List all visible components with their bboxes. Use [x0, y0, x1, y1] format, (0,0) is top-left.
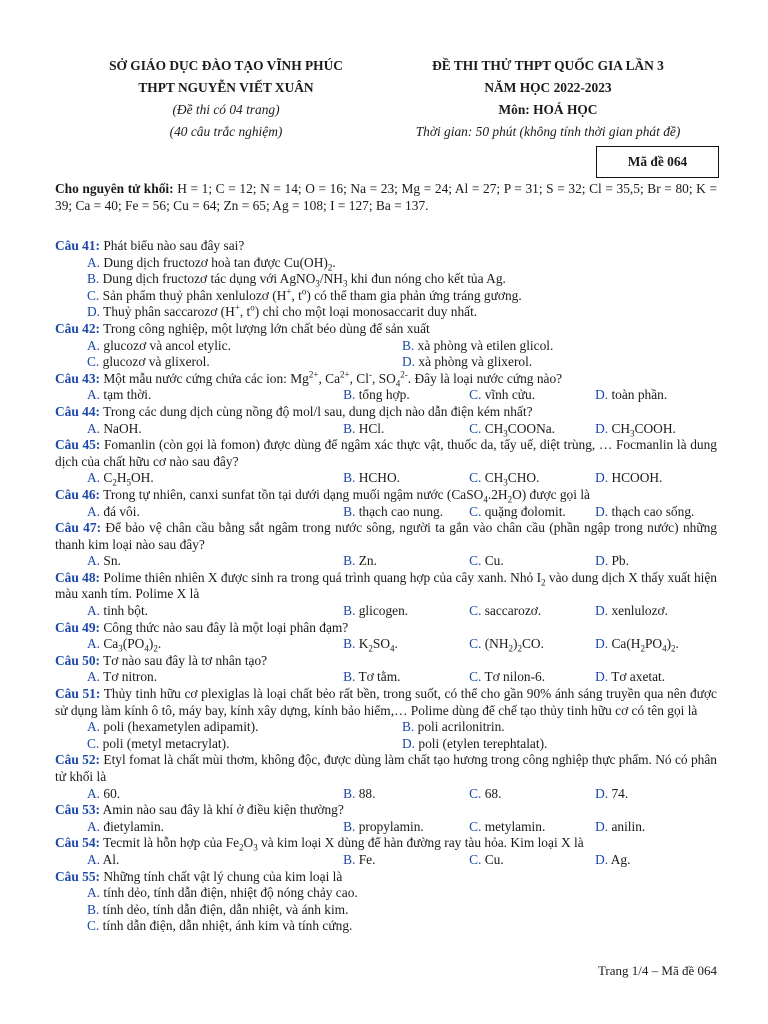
option-text: poli acrilonitrin. [414, 719, 505, 735]
option-letter: D. [595, 669, 609, 685]
question-stem: Để bảo vệ chân cầu bằng sắt ngâm trong nước sông, người ta gắn vào chân cầu (phần ngập trong nước) những thanh kim loại nào sau đây? [55, 520, 717, 552]
question-text [55, 570, 717, 603]
option-letter: D. [402, 735, 416, 751]
options-row [55, 470, 717, 487]
option-text: thạch cao sống. [608, 503, 695, 519]
option-letter: C. [469, 387, 482, 403]
option-text: tinh bột. [100, 603, 149, 619]
question-stem: Etyl fomat là chất mùi thơm, không độc, được dùng làm chất tạo hương trong công nghiệp thực phẩm. Nó có phân tử khối là [55, 752, 718, 784]
option-letter: A. [87, 669, 101, 685]
answer-option [402, 338, 717, 355]
option-text: NaOH. [100, 420, 142, 436]
question-block [55, 835, 717, 868]
answer-option [55, 786, 343, 803]
option-text: Sn. [100, 553, 121, 569]
answer-option [343, 387, 469, 404]
exam-title: ĐỀ THI THỬ THPT QUỐC GIA LẦN 3 [432, 58, 664, 73]
school-name: THPT NGUYỄN VIẾT XUÂN [138, 80, 314, 95]
option-letter: A. [87, 885, 101, 901]
option-text: xà phòng và glixerol. [415, 354, 533, 370]
answer-option [469, 852, 595, 869]
option-text: tạm thời. [100, 387, 152, 403]
answer-option [469, 504, 595, 521]
option-text: glucozơ và glixerol. [99, 354, 210, 370]
option-letter: D. [87, 304, 101, 320]
exam-code-box: Mã đề 064 [596, 146, 719, 178]
option-letter: C. [469, 603, 482, 619]
option-letter: D. [595, 503, 609, 519]
option-text: poli (etylen terephtalat). [415, 735, 548, 751]
question-block [55, 404, 717, 437]
question-block [55, 686, 717, 752]
option-letter: A. [87, 818, 101, 834]
option-letter: B. [343, 603, 356, 619]
option-letter: B. [402, 719, 415, 735]
option-text: $CH_3CHO$. [481, 470, 540, 488]
question-block [55, 620, 717, 653]
option-text: Al. [100, 851, 120, 867]
answer-option [55, 819, 343, 836]
option-text: Cu. [481, 851, 504, 867]
options-row [55, 387, 717, 404]
option-letter: C. [469, 553, 482, 569]
answer-option [469, 603, 595, 620]
option-letter: C. [469, 818, 482, 834]
option-text: poli (metyl metacrylat). [99, 735, 230, 751]
option-letter: B. [343, 636, 356, 652]
option-text: toàn phần. [608, 387, 668, 403]
option-text: metylamin. [481, 818, 546, 834]
option-text: Tơ nitron. [100, 669, 158, 685]
option-letter: A. [87, 719, 101, 735]
answer-option [343, 786, 469, 803]
option-letter: C. [87, 735, 100, 751]
option-text: HCOOH. [608, 470, 663, 486]
answer-option [595, 852, 717, 869]
option-letter: A. [87, 254, 101, 270]
question-stem: Tecmit là hỗn hợp của $Fe_2O_3$ và kim loại X dùng để hàn đường ray tàu hỏa. Kim loại X là [100, 835, 584, 854]
option-text: tính dẻo, tính dẫn điện, dẫn nhiệt, và ánh kim. [99, 901, 349, 917]
question-text [55, 520, 717, 553]
option-letter: D. [595, 470, 609, 486]
question-block [55, 802, 717, 835]
option-letter: A. [87, 553, 101, 569]
option-text: anilin. [608, 818, 646, 834]
option-letter: A. [87, 420, 101, 436]
question-number: Câu 51: [55, 686, 101, 702]
option-letter: B. [343, 851, 356, 867]
question-number: Câu 50: [55, 652, 101, 668]
answer-option [595, 421, 717, 438]
option-text: Dung dịch fructozơ tác dụng với $AgNO_3/NH_3$ khi đun nóng cho kết tủa Ag. [99, 271, 506, 289]
question-stem: Những tính chất vật lý chung của kim loại là [100, 868, 343, 884]
option-letter: D. [595, 553, 609, 569]
option-text: 68. [481, 785, 502, 801]
option-text: Thuỷ phân saccarozơ (H+, $t^o$) chỉ cho một loại monosaccarit duy nhất. [100, 302, 478, 320]
option-letter: A. [87, 503, 101, 519]
answer-option [343, 421, 469, 438]
page-count-note: (Đề thi có 04 trang) [172, 102, 280, 117]
option-letter: A. [87, 851, 101, 867]
answer-option [55, 553, 343, 570]
option-text: $CH_3COOH$. [608, 420, 676, 439]
option-letter: B. [343, 420, 356, 436]
answer-option [55, 902, 717, 919]
option-letter: C. [469, 785, 482, 801]
option-text: HCl. [355, 420, 385, 436]
answer-option [595, 387, 717, 404]
answer-option [343, 819, 469, 836]
option-text: xà phòng và etilen glicol. [414, 337, 554, 353]
answer-option [595, 603, 717, 620]
atomic-masses-text: H = 1; C = 12; N = 14; O = 16; Na = 23; Mg = 24; Al = 27; P = 31; S = 32; Cl = 35,5; Br = 80; K = 39; Ca = 40; Fe = 56; Cu = 64; Zn = 65; Ag = 108; I = 127; Ba = 137. [55, 181, 718, 213]
options-row [55, 852, 717, 869]
question-block [55, 371, 717, 404]
answer-option [469, 553, 595, 570]
option-text: $C_2H_5OH$. [100, 470, 154, 488]
option-text: 74. [608, 785, 629, 801]
answer-option [469, 421, 595, 438]
question-number: Câu 53: [55, 802, 101, 818]
option-letter: B. [343, 818, 356, 834]
option-text: saccarozơ. [481, 603, 542, 619]
option-text: $CH_3COONa$. [481, 420, 556, 439]
question-number: Câu 43: [55, 370, 101, 386]
answer-option [343, 504, 469, 521]
option-letter: B. [402, 337, 415, 353]
question-stem: Polime thiên nhiên X được sinh ra trong quá trình quang hợp của cây xanh. Nhỏ $I_2$ vào dung dịch X thấy xuất hiện màu xanh tím. Polime X là [55, 569, 718, 602]
option-letter: B. [343, 785, 356, 801]
question-stem: Phát biểu nào sau đây sai? [100, 238, 245, 253]
answer-option [55, 421, 343, 438]
question-block [55, 321, 717, 371]
answer-option [343, 470, 469, 487]
answer-option [595, 786, 717, 803]
header-left [40, 55, 412, 143]
option-letter: D. [595, 818, 609, 834]
option-text: $Ca_3(PO_4)_2$. [100, 636, 162, 654]
question-text [55, 238, 717, 255]
answer-option [55, 636, 343, 653]
options-row [55, 338, 717, 355]
answer-option [55, 387, 343, 404]
answer-option [55, 852, 343, 869]
option-letter: A. [87, 785, 101, 801]
options-row [55, 421, 717, 438]
question-number: Câu 45: [55, 437, 101, 453]
option-text: HCHO. [355, 470, 400, 486]
option-letter: A. [87, 470, 101, 486]
option-letter: B. [87, 271, 100, 287]
option-text: đá vôi. [100, 503, 140, 519]
answer-option [55, 304, 717, 321]
option-text: Dung dịch fructozơ hoà tan được $Cu(OH)_2$. [100, 254, 336, 273]
answer-option [343, 852, 469, 869]
options-row [55, 354, 717, 371]
answer-option [595, 470, 717, 487]
question-list [55, 238, 717, 935]
option-letter: C. [469, 470, 482, 486]
options-row [55, 719, 717, 736]
answer-option [469, 470, 595, 487]
options-row [55, 636, 717, 653]
option-text: Tơ tằm. [355, 669, 401, 685]
answer-option [55, 918, 717, 935]
option-text: glucozơ và ancol etylic. [100, 337, 231, 353]
answer-option [469, 819, 595, 836]
options-row [55, 786, 717, 803]
atomic-masses-label: Cho nguyên tử khối: [55, 181, 174, 196]
header-right [374, 55, 722, 143]
question-text [55, 752, 717, 785]
answer-option [402, 736, 717, 753]
option-letter: D. [595, 851, 609, 867]
option-text: Cu. [481, 553, 504, 569]
option-letter: C. [469, 851, 482, 867]
answer-option [469, 387, 595, 404]
page-footer: Trang 1/4 – Mã đề 064 [597, 963, 717, 978]
question-text [55, 487, 717, 504]
option-text: tổng hợp. [355, 387, 410, 403]
answer-option [55, 504, 343, 521]
options-row [55, 736, 717, 753]
options-row [55, 504, 717, 521]
answer-option [595, 819, 717, 836]
option-text: Zn. [355, 553, 377, 569]
options-row [55, 819, 717, 836]
question-block [55, 653, 717, 686]
option-letter: D. [595, 636, 609, 652]
answer-option [55, 470, 343, 487]
option-letter: C. [87, 354, 100, 370]
option-letter: B. [343, 470, 356, 486]
answer-option [595, 553, 717, 570]
question-stem: Tơ nào sau đây là tơ nhân tạo? [100, 652, 268, 668]
option-text: propylamin. [355, 818, 424, 834]
option-text: Tơ nilon-6. [481, 669, 546, 685]
question-block [55, 520, 717, 570]
answer-option [595, 504, 717, 521]
question-number: Câu 42: [55, 320, 101, 336]
question-block [55, 570, 717, 620]
question-stem: Trong các dung dịch cùng nồng độ mol/l sau, dung dịch nào dẫn điện kém nhất? [100, 403, 533, 419]
option-text: 60. [100, 785, 121, 801]
question-stem: Thủy tinh hữu cơ plexiglas là loại chất bẻo rất bền, trong suốt, có thể cho gần 90% ánh sáng truyền qua nên được sử dụng làm kính ô tô, máy bay, kính xây dựng, kính bảo hiểm,… Polime dùng để chế tạo thủy tinh hữu cơ có tên gọi là [55, 686, 718, 718]
option-letter: B. [343, 387, 356, 403]
answer-option [55, 669, 343, 686]
answer-option [343, 636, 469, 653]
options-row [55, 603, 717, 620]
question-number: Câu 52: [55, 752, 101, 768]
question-text [55, 653, 717, 670]
answer-option [402, 354, 717, 371]
option-letter: C. [469, 636, 482, 652]
option-text: đietylamin. [100, 818, 164, 834]
option-text: $Ca(H_2PO_4)_2$. [608, 636, 679, 654]
answer-option [55, 719, 402, 736]
option-letter: D. [595, 785, 609, 801]
option-letter: C. [87, 287, 100, 303]
question-number: Câu 46: [55, 486, 101, 502]
option-letter: B. [343, 669, 356, 685]
option-text: vĩnh cửu. [481, 387, 536, 403]
question-number: Câu 49: [55, 619, 101, 635]
option-text: poli (hexametylen adipamit). [100, 719, 259, 735]
question-text [55, 371, 717, 388]
question-block [55, 869, 717, 935]
option-text: Sản phẩm thuỷ phân xenlulozơ (H+, $t^o$) có thể tham gia phản ứng tráng gương. [99, 286, 522, 303]
question-block [55, 752, 717, 802]
answer-option [55, 288, 717, 305]
question-number: Câu 48: [55, 569, 101, 585]
question-number: Câu 54: [55, 835, 101, 851]
option-letter: D. [595, 420, 609, 436]
options-row [55, 669, 717, 686]
answer-option [55, 271, 717, 288]
answer-option [469, 636, 595, 653]
answer-option [595, 669, 717, 686]
answer-option [55, 603, 343, 620]
question-text [55, 835, 717, 852]
option-text: $(NH_2)_2CO$. [481, 636, 544, 654]
option-letter: A. [87, 387, 101, 403]
answer-option [402, 719, 717, 736]
answer-option [55, 255, 717, 272]
answer-option [469, 669, 595, 686]
department-name: SỞ GIÁO DỤC ĐÀO TẠO VĨNH PHÚC [109, 58, 343, 73]
option-letter: A. [87, 636, 101, 652]
option-text: Pb. [608, 553, 629, 569]
option-letter: D. [595, 387, 609, 403]
question-stem: Trong tự nhiên, canxi sunfat tồn tại dưới dạng muối ngậm nước $(CaSO_4.2H_2O)$ được gọi là [100, 486, 590, 505]
question-number: Câu 47: [55, 520, 102, 536]
question-count-note: (40 câu trắc nghiệm) [169, 124, 283, 139]
question-text [55, 869, 717, 886]
question-stem: Trong công nghiệp, một lượng lớn chất béo dùng để sản xuất [100, 320, 430, 336]
option-text: Fe. [355, 851, 376, 867]
question-stem: Công thức nào sau đây là một loại phân đạm? [100, 619, 349, 635]
option-text: tính dẻo, tính dẫn điện, nhiệt độ nóng chảy cao. [100, 885, 358, 901]
question-number: Câu 41: [55, 238, 101, 253]
option-letter: D. [595, 603, 609, 619]
question-text [55, 437, 717, 470]
option-text: glicogen. [355, 603, 409, 619]
option-letter: D. [402, 354, 416, 370]
question-number: Câu 55: [55, 868, 101, 884]
question-text [55, 620, 717, 637]
option-text: tính dẫn điện, dẫn nhiệt, ánh kim và tính cứng. [99, 918, 353, 934]
answer-option [343, 553, 469, 570]
option-text: quặng đolomit. [481, 503, 566, 519]
question-block [55, 238, 717, 321]
question-text [55, 404, 717, 421]
option-letter: B. [87, 901, 100, 917]
question-text [55, 686, 717, 719]
question-block [55, 487, 717, 520]
option-letter: A. [87, 337, 101, 353]
time-note: Thời gian: 50 phút (không tính thời gian phát đề) [415, 124, 681, 139]
answer-option [55, 338, 402, 355]
option-letter: C. [469, 669, 482, 685]
option-letter: C. [469, 503, 482, 519]
subject: Môn: HOÁ HỌC [498, 102, 598, 117]
answer-option [343, 603, 469, 620]
option-text: $K_2SO_4$. [355, 636, 398, 654]
question-stem: Một mẫu nước cứng chứa các ion: $Mg^{2+}$, $Ca^{2+}$, Cl-, $SO_4^{2-}$. Đây là loại nước cứng nào? [100, 369, 563, 389]
option-text: xenlulozơ. [608, 603, 668, 619]
answer-option [55, 736, 402, 753]
option-text: Ag. [608, 851, 631, 867]
question-number: Câu 44: [55, 403, 101, 419]
option-letter: B. [343, 503, 356, 519]
answer-option [469, 786, 595, 803]
question-text [55, 802, 717, 819]
option-letter: A. [87, 603, 101, 619]
question-text [55, 321, 717, 338]
question-block [55, 437, 717, 487]
answer-option [55, 885, 717, 902]
school-year: NĂM HỌC 2022-2023 [484, 80, 612, 95]
option-text: 88. [355, 785, 376, 801]
answer-option [55, 354, 402, 371]
option-letter: C. [469, 420, 482, 436]
option-text: Tơ axetat. [608, 669, 666, 685]
answer-option [343, 669, 469, 686]
atomic-masses [55, 181, 717, 214]
option-letter: C. [87, 918, 100, 934]
option-letter: B. [343, 553, 356, 569]
answer-option [595, 636, 717, 653]
option-text: thạch cao nung. [355, 503, 444, 519]
options-row [55, 553, 717, 570]
question-stem: Amin nào sau đây là khí ở điều kiện thường? [100, 802, 344, 818]
question-stem: Fomanlin (còn gọi là fomon) được dùng để ngâm xác thực vật, thuốc da, tẩy uế, diệt trùng, … Focmanlin là dung dịch của chất hữu cơ nào sau đây? [55, 437, 717, 469]
